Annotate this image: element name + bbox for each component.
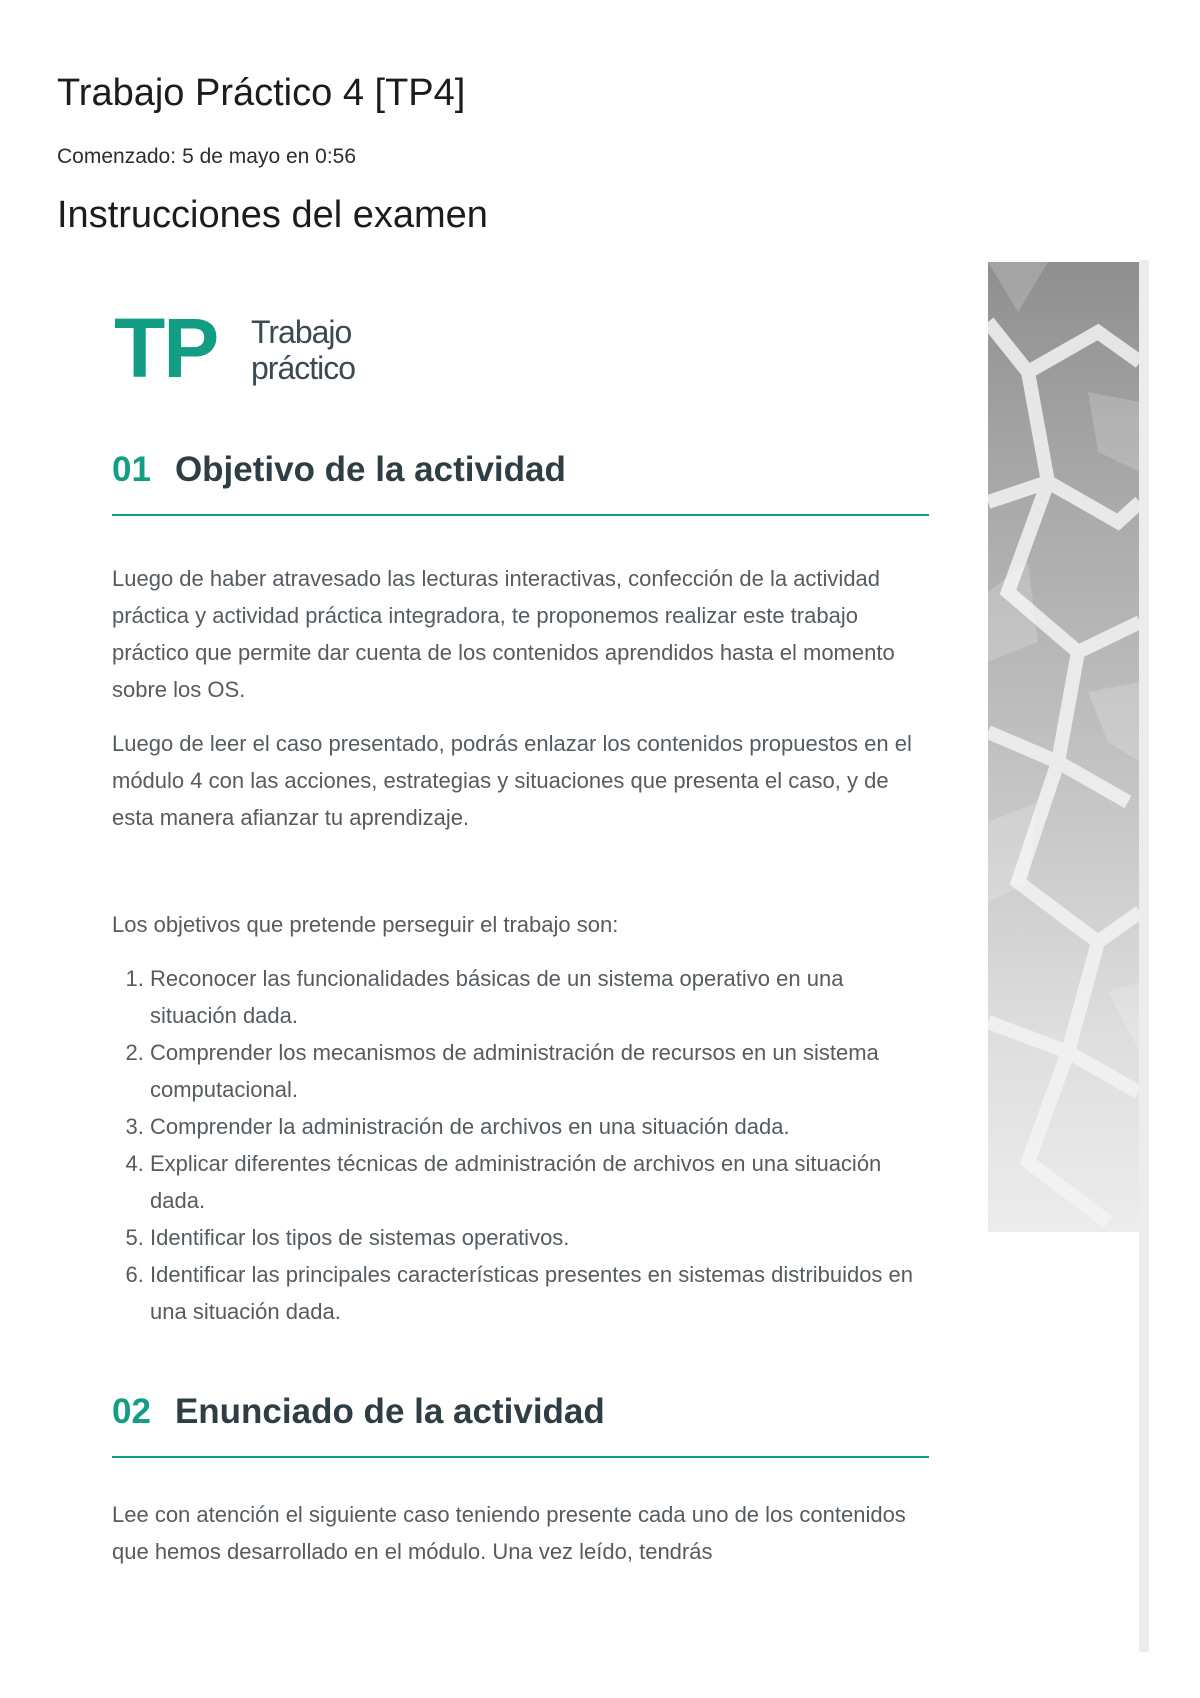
list-item: 4. Explicar diferentes técnicas de administración de archivos en una situación dada.	[150, 1145, 929, 1219]
geometric-pattern-image	[988, 262, 1140, 1232]
objective-paragraph-1: Luego de haber atravesado las lecturas interactivas, confección de la actividad práctica y actividad práctica integradora, te proponemos realizar este trabajo práctico que permite dar cuenta de los contenidos aprendidos hasta el momento sobre los OS.	[112, 566, 895, 702]
section-heading-statement	[112, 1392, 929, 1458]
list-item: 2. Comprender los mecanismos de administración de recursos en un sistema computacional.	[150, 1034, 929, 1108]
objectives-list	[112, 960, 929, 1330]
decorative-image	[988, 262, 1140, 1232]
section-number: 02	[112, 1392, 151, 1431]
section-statement	[112, 1392, 929, 1570]
started-value: 5 de mayo en 0:56	[182, 145, 357, 168]
instructions-content	[112, 262, 929, 1587]
section-title: Enunciado de la actividad	[174, 1392, 605, 1431]
section-objective	[112, 450, 929, 1330]
logo-word-line1: Trabajo	[251, 314, 352, 350]
started-info	[57, 145, 356, 169]
instructions-heading: Instrucciones del examen	[57, 194, 488, 236]
section-number: 01	[112, 450, 151, 489]
list-item: 6. Identificar las principales características presentes en sistemas distribuidos en una situación dada.	[150, 1256, 929, 1330]
logo-letters: TP	[114, 301, 218, 395]
statement-paragraph: Lee con atención el siguiente caso teniendo presente cada uno de los contenidos que hemos desarrollado en el módulo. Una vez leído, tendrás	[112, 1502, 906, 1564]
objectives-intro: Los objetivos que pretende perseguir el trabajo son:	[112, 912, 619, 937]
tp-logo	[112, 301, 929, 424]
page-title: Trabajo Práctico 4 [TP4]	[57, 72, 466, 114]
list-item: 3. Comprender la administración de archivos en una situación dada.	[150, 1108, 929, 1145]
objective-paragraph-2: Luego de leer el caso presentado, podrás enlazar los contenidos propuestos en el módulo 4 con las acciones, estrategias y situaciones que presenta el caso, y de esta manera afianzar tu aprendizaje.	[112, 731, 912, 830]
list-item: 1. Reconocer las funcionalidades básicas de un sistema operativo en una situación dada.	[150, 960, 929, 1034]
list-item: 5. Identificar los tipos de sistemas operativos.	[150, 1219, 929, 1256]
section-title: Objetivo de la actividad	[174, 450, 566, 489]
logo-word-line2: práctico	[251, 350, 356, 386]
scrollbar[interactable]	[1139, 260, 1149, 1652]
section-heading-objective	[112, 450, 929, 516]
started-label: Comenzado:	[57, 145, 177, 168]
logo-word	[251, 314, 355, 386]
